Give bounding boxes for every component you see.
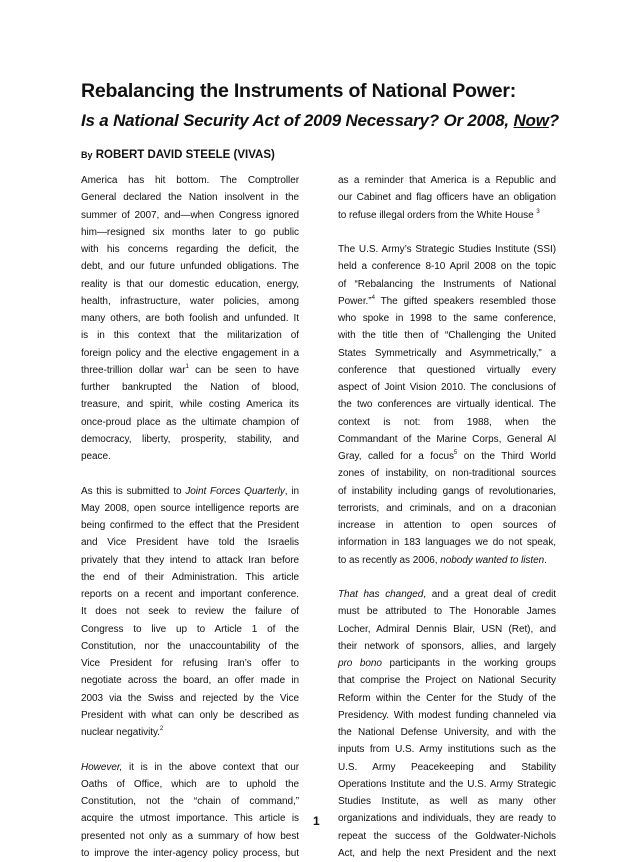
text-line: [338, 828, 556, 845]
text-line: [81, 603, 299, 620]
text-line: [81, 845, 299, 862]
byline-by: By: [81, 150, 93, 160]
text-line: [338, 621, 556, 638]
text-line: [338, 724, 556, 741]
text-line: [338, 448, 556, 465]
text-line: [338, 517, 556, 534]
text-line: [338, 465, 556, 482]
text-run: It does not seek to review the failure of: [81, 606, 299, 618]
text-line: [81, 327, 299, 344]
text-line: [338, 534, 556, 551]
author-name: ROBERT DAVID STEELE (VIVAS): [95, 149, 275, 161]
text-run: nuclear negativity.: [81, 727, 160, 738]
text-line: [338, 293, 556, 310]
text-run: treasure, and spirit, while costing America its: [81, 399, 299, 411]
text-line: [81, 793, 299, 810]
text-line: [81, 241, 299, 258]
subtitle-text: Is a National Security Act of 2009 Necessary? Or 2008,: [81, 111, 514, 130]
text-run: debt, and our future unfunded obligations. The: [81, 261, 299, 273]
text-line: [81, 810, 299, 827]
text-run: peace.: [81, 451, 111, 462]
text-run: Oaths of Office, which are to uphold the: [81, 778, 299, 790]
text-line: [81, 759, 299, 776]
italic-text: nobody wanted to listen: [440, 554, 545, 566]
text-run: with his concerns regarding the deficit, the: [81, 244, 299, 255]
text-line: [81, 672, 299, 689]
text-line: [338, 310, 556, 327]
text-line: [338, 655, 556, 672]
text-line: [81, 621, 299, 638]
text-run: aspect of Joint Vision 2010. The conclusions of: [338, 382, 556, 393]
text-run: once-proud place as the ultimate champion of: [81, 416, 299, 428]
text-line: [81, 828, 299, 845]
text-run: reports on a recent and important conference.: [81, 589, 299, 600]
text-run: Reform within the Center for the Study of the: [338, 692, 556, 704]
text-line: [338, 431, 556, 448]
text-run: to as recently as 2006,: [338, 554, 441, 566]
text-run: inputs from U.S. Army institutions such as the: [338, 744, 556, 756]
text-line: [81, 362, 299, 379]
text-line: [338, 345, 556, 362]
text-line: [81, 534, 299, 551]
text-run: , in: [284, 485, 299, 497]
text-line: [338, 776, 556, 793]
text-run: The U.S. Army’s Strategic Studies Institute (SSI): [338, 244, 556, 255]
text-line: [338, 258, 556, 275]
footnote-ref: 1: [185, 363, 189, 370]
left-column: [81, 172, 299, 862]
text-line: [81, 276, 299, 293]
text-run: , and a great deal of credit: [423, 589, 556, 600]
text-line: [338, 759, 556, 776]
text-run: it is in the above context that our: [122, 761, 299, 773]
text-run: and Vice President have told the Israelis: [81, 537, 299, 549]
text-line: [338, 638, 556, 655]
text-line: [81, 638, 299, 655]
text-run: can be seen to have: [188, 364, 299, 376]
text-run: health, infrastructure, water policies, among: [81, 295, 299, 307]
text-run: 2003 via the Swiss and rejected by the Vice: [81, 692, 299, 704]
text-run: acquire the utmost importance. This article is: [81, 813, 299, 825]
text-run: summer of 2007, and—when Congress ignored: [81, 209, 299, 221]
text-run: to improve the inter-agency policy process, but: [81, 847, 299, 859]
document-title: Rebalancing the Instruments of National Power:: [81, 80, 517, 102]
text-run: to refuse illegal orders from the White House: [338, 209, 537, 221]
text-line: [338, 189, 556, 206]
text-run: their network of sponsors, allies, and largely: [338, 640, 556, 652]
text-run: democracy, liberty, prosperity, stability, and: [81, 433, 299, 445]
text-line: [81, 724, 299, 741]
text-run: our Cabinet and flag officers have an obligation: [338, 192, 556, 204]
text-run: organizations and individuals, they are ready to: [338, 813, 556, 825]
text-run: must be attributed to The Honorable James: [338, 606, 556, 618]
text-run: America has hit bottom. The Comptroller: [81, 175, 299, 186]
text-line: [338, 586, 556, 603]
paragraph-gap: [338, 569, 556, 586]
text-run: Act, and help the next President and the next: [338, 847, 556, 859]
text-line: [338, 552, 556, 569]
text-line: [338, 741, 556, 758]
text-run: repeat the success of the Goldwater-Nichols: [338, 830, 556, 842]
text-run: reality is that our domestic education, energy,: [81, 278, 299, 290]
text-run: Presidency. With modest funding channeled via: [338, 709, 556, 721]
right-column: [338, 172, 556, 862]
text-line: [81, 431, 299, 448]
text-line: [81, 655, 299, 672]
footnote-ref: 4: [371, 294, 375, 301]
text-run: As this is submitted to: [81, 485, 186, 497]
text-run: the end of their Administration. This article: [81, 571, 299, 583]
text-line: [81, 345, 299, 362]
text-run: the National Defense University, and with the: [338, 727, 556, 738]
text-run: increase in attention to open sources of: [338, 520, 556, 531]
text-run: privately that they intend to attack Iran before: [81, 554, 299, 566]
text-run: that comprise the Project on National Security: [338, 675, 556, 687]
text-run: as a reminder that America is a Republic and: [338, 175, 556, 186]
text-run: foreign policy and the elective engagement in a: [81, 347, 299, 359]
text-run: of instability including gangs of revolutionaries,: [338, 485, 556, 497]
text-run: Constitution, not the “chain of command,”: [81, 796, 299, 807]
text-line: [338, 810, 556, 827]
italic-text: However,: [81, 761, 123, 773]
text-line: [81, 552, 299, 569]
text-line: [338, 793, 556, 810]
text-line: [81, 776, 299, 793]
text-line: [338, 276, 556, 293]
text-line: [81, 690, 299, 707]
text-run: of “Rebalancing the Instruments of National: [338, 278, 556, 290]
text-run: context is not: from 1988, when the: [338, 416, 556, 428]
text-run: three-trillion dollar war: [81, 364, 186, 376]
subtitle-suffix: ?: [548, 111, 559, 130]
text-run: Power.”: [338, 295, 372, 307]
text-run: zones of instability, on non-traditional sources: [338, 468, 556, 480]
text-line: [338, 327, 556, 344]
text-run: Commandant of the Marine Corps, General Al: [338, 433, 556, 445]
text-line: [81, 258, 299, 275]
text-line: [81, 414, 299, 431]
text-run: conference that questioned virtually every: [338, 364, 556, 376]
text-run: President with what can only be described as: [81, 709, 299, 721]
text-line: [338, 414, 556, 431]
text-run: participants in the working groups: [381, 658, 557, 669]
text-line: [81, 586, 299, 603]
text-run: further bankrupted the Nation of blood,: [81, 382, 299, 393]
text-run: information in 183 languages we do not speak,: [338, 537, 556, 549]
page-number: 1: [313, 814, 320, 828]
text-run: Vice President for refusing Iran’s offer to: [81, 658, 299, 669]
paragraph-gap: [338, 224, 556, 241]
byline: [81, 149, 275, 161]
text-run: is in this context that the militarization of: [81, 330, 299, 342]
paragraph-gap: [81, 465, 299, 482]
text-line: [81, 448, 299, 465]
text-run: him—resigned six months later to go public: [81, 226, 299, 238]
text-line: [81, 483, 299, 500]
text-run: terrorists, and criminals, and on a draconian: [338, 502, 556, 514]
text-line: [81, 293, 299, 310]
text-line: [338, 845, 556, 862]
text-run: Congress to live up to Article 1 of the: [81, 623, 299, 635]
text-run: Studies Institute, as well as many other: [338, 796, 556, 807]
footnote-ref: 3: [536, 208, 540, 215]
italic-text: pro bono: [338, 658, 382, 669]
text-run: U.S. Army Peacekeeping and Stability: [338, 761, 556, 773]
text-run: States Symmetrically and Asymmetrically,” a: [338, 347, 556, 359]
text-line: [338, 690, 556, 707]
text-run: many others, are both foolish and unfunded. It: [81, 313, 299, 324]
footnote-ref: 5: [453, 450, 458, 456]
subtitle-underlined: Now: [513, 111, 549, 130]
text-line: [338, 603, 556, 620]
footnote-ref: 2: [159, 726, 164, 732]
text-run: the two conferences are virtually identical. The: [338, 399, 556, 411]
text-line: [338, 483, 556, 500]
text-line: [81, 224, 299, 241]
italic-text: Joint Forces Quarterly: [185, 485, 285, 497]
italic-text: That has changed: [338, 589, 424, 600]
text-run: on the Third World: [457, 451, 556, 462]
text-line: [338, 241, 556, 258]
text-run: Gray, called for a focus: [338, 451, 454, 462]
text-line: [81, 189, 299, 206]
text-run: May 2008, open source intelligence reports are: [81, 502, 299, 514]
text-run: The gifted speakers resembled those: [374, 295, 556, 307]
text-line: [81, 172, 299, 189]
text-run: General declared the Nation insolvent in the: [81, 192, 299, 204]
text-run: with the title then of “Challenging the United: [338, 330, 556, 342]
text-run: presented not only as a summary of how best: [81, 830, 299, 842]
text-run: Constitution, nor the unaccountability of the: [81, 640, 299, 652]
text-run: negotiate across the board, an offer made in: [81, 675, 299, 687]
text-line: [338, 362, 556, 379]
text-line: [81, 310, 299, 327]
text-run: .: [544, 554, 547, 566]
text-line: [81, 207, 299, 224]
text-line: [81, 500, 299, 517]
text-line: [338, 396, 556, 413]
paragraph-gap: [81, 741, 299, 758]
text-run: Operations Institute and the U.S. Army Strategic: [338, 778, 556, 790]
text-run: held a conference 8-10 April 2008 on the topic: [338, 261, 556, 273]
text-run: being confirmed to the effect that the President: [81, 520, 299, 531]
text-line: [81, 379, 299, 396]
text-run: Locher, Admiral Dennis Blair, USN (Ret), and: [338, 623, 556, 635]
text-line: [338, 500, 556, 517]
text-line: [338, 207, 556, 224]
text-line: [81, 517, 299, 534]
text-line: [81, 707, 299, 724]
text-line: [338, 707, 556, 724]
text-line: [81, 396, 299, 413]
text-line: [338, 672, 556, 689]
document-subtitle: [81, 111, 559, 131]
text-run: who spoke in 1998 to the same conference,: [338, 313, 556, 324]
text-line: [81, 569, 299, 586]
text-line: [338, 379, 556, 396]
text-line: [338, 172, 556, 189]
